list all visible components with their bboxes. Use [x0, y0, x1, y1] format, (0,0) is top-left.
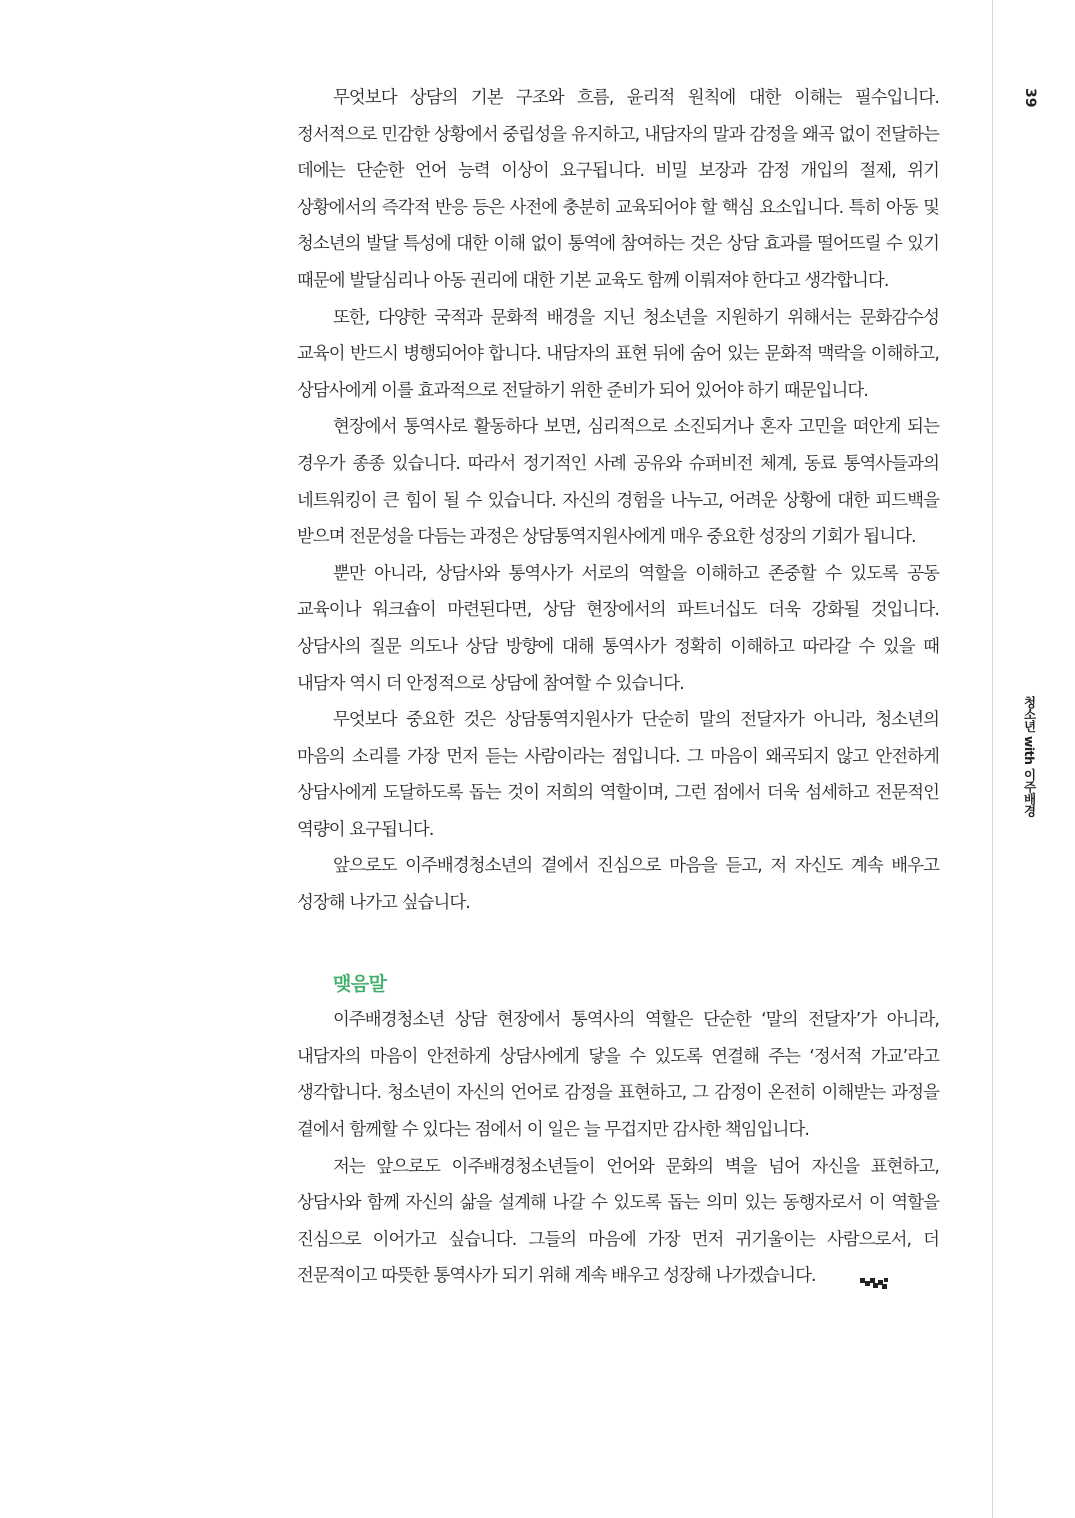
running-title: 청소년 with 이주배경: [1022, 696, 1037, 817]
article-body: [297, 80, 939, 1295]
conclusion-heading: 맺음말: [333, 972, 387, 995]
page-number: 39: [1022, 88, 1038, 108]
end-mark-icon: [824, 1267, 854, 1281]
body-paragraph: 뿐만 아니라, 상담사와 통역사가 서로의 역할을 이해하고 존중할 수 있도록 공동 교육이나 워크숍이 마련된다면, 상담 현장에서의 파트너십도 더욱 강화될 것입니다. 상담사의 질문 의도나 상담 방향에 대해 통역사가 정확히 이해하고 따라갈 수 있을 때 내담자 역시 더 안정적으로 상담에 참여할 수 있습니다.: [297, 563, 939, 694]
conclusion-paragraph: 이주배경청소년 상담 현장에서 통역사의 역할은 단순한 ‘말의 전달자’가 아니라, 내담자의 마음이 안전하게 상담사에게 닿을 수 있도록 연결해 주는 ‘정서적 가교’라고 생각합니다. 청소년이 자신의 언어로 감정을 표현하고, 그 감정이 온전히 이해받는 과정을 곁에서 함께할 수 있다는 점에서 이 일은 늘 무겁지만 감사한 책임입니다.: [297, 1010, 939, 1141]
body-paragraph: 무엇보다 중요한 것은 상담통역지원사가 단순히 말의 전달자가 아니라, 청소년의 마음의 소리를 가장 먼저 듣는 사람이라는 점입니다. 그 마음이 왜곡되지 않고 안전하게 상담사에게 도달하도록 돕는 것이 저희의 역할이며, 그런 점에서 더욱 섬세하고 전문적인 역량이 요구됩니다.: [297, 710, 939, 840]
body-paragraph: 또한, 다양한 국적과 문화적 배경을 지닌 청소년을 지원하기 위해서는 문화감수성 교육이 반드시 병행되어야 합니다. 내담자의 표현 뒤에 숨어 있는 문화적 맥락을 이해하고, 상담사에게 이를 효과적으로 전달하기 위한 준비가 되어 있어야 하기 때문입니다.: [297, 307, 939, 401]
margin-divider: [992, 0, 993, 1518]
body-paragraph: 무엇보다 상담의 기본 구조와 흐름, 윤리적 원칙에 대한 이해는 필수입니다. 정서적으로 민감한 상황에서 중립성을 유지하고, 내담자의 말과 감정을 왜곡 없이 전달하는 데에는 단순한 언어 능력 이상이 요구됩니다. 비밀 보장과 감정 개입의 절제, 위기 상황에서의 즉각적 반응 등은 사전에 충분히 교육되어야 할 핵심 요소입니다. 특히 아동 및 청소년의 발달 특성에 대한 이해 없이 통역에 참여하는 것은 상담 효과를 떨어뜨릴 수 있기 때문에 발달심리나 아동 권리에 대한 기본 교육도 함께 이뤄져야 한다고 생각합니다.: [297, 88, 939, 291]
body-paragraph: 현장에서 통역사로 활동하다 보면, 심리적으로 소진되거나 혼자 고민을 떠안게 되는 경우가 종종 있습니다. 따라서 정기적인 사례 공유와 슈퍼비전 체계, 동료 통역사들과의 네트워킹이 큰 힘이 될 수 있습니다. 자신의 경험을 나누고, 어려운 상황에 대한 피드백을 받으며 전문성을 다듬는 과정은 상담통역지원사에게 매우 중요한 성장의 기회가 됩니다.: [297, 417, 939, 548]
body-paragraph: 앞으로도 이주배경청소년의 곁에서 진심으로 마음을 듣고, 저 자신도 계속 배우고 성장해 나가고 싶습니다.: [297, 856, 939, 914]
conclusion-paragraph-last: [297, 1149, 939, 1295]
conclusion-paragraph-text: 저는 앞으로도 이주배경청소년들이 언어와 문화의 벽을 넘어 자신을 표현하고, 상담사와 함께 자신의 삶을 설계해 나갈 수 있도록 돕는 의미 있는 동행자로서 이 역할을 진심으로 이어가고 싶습니다. 그들의 마음에 가장 먼저 귀기울이는 사람으로서, 더 전문적이고 따뜻한 통역사가 되기 위해 계속 배우고 성장해 나가겠습니다.: [297, 1156, 939, 1287]
